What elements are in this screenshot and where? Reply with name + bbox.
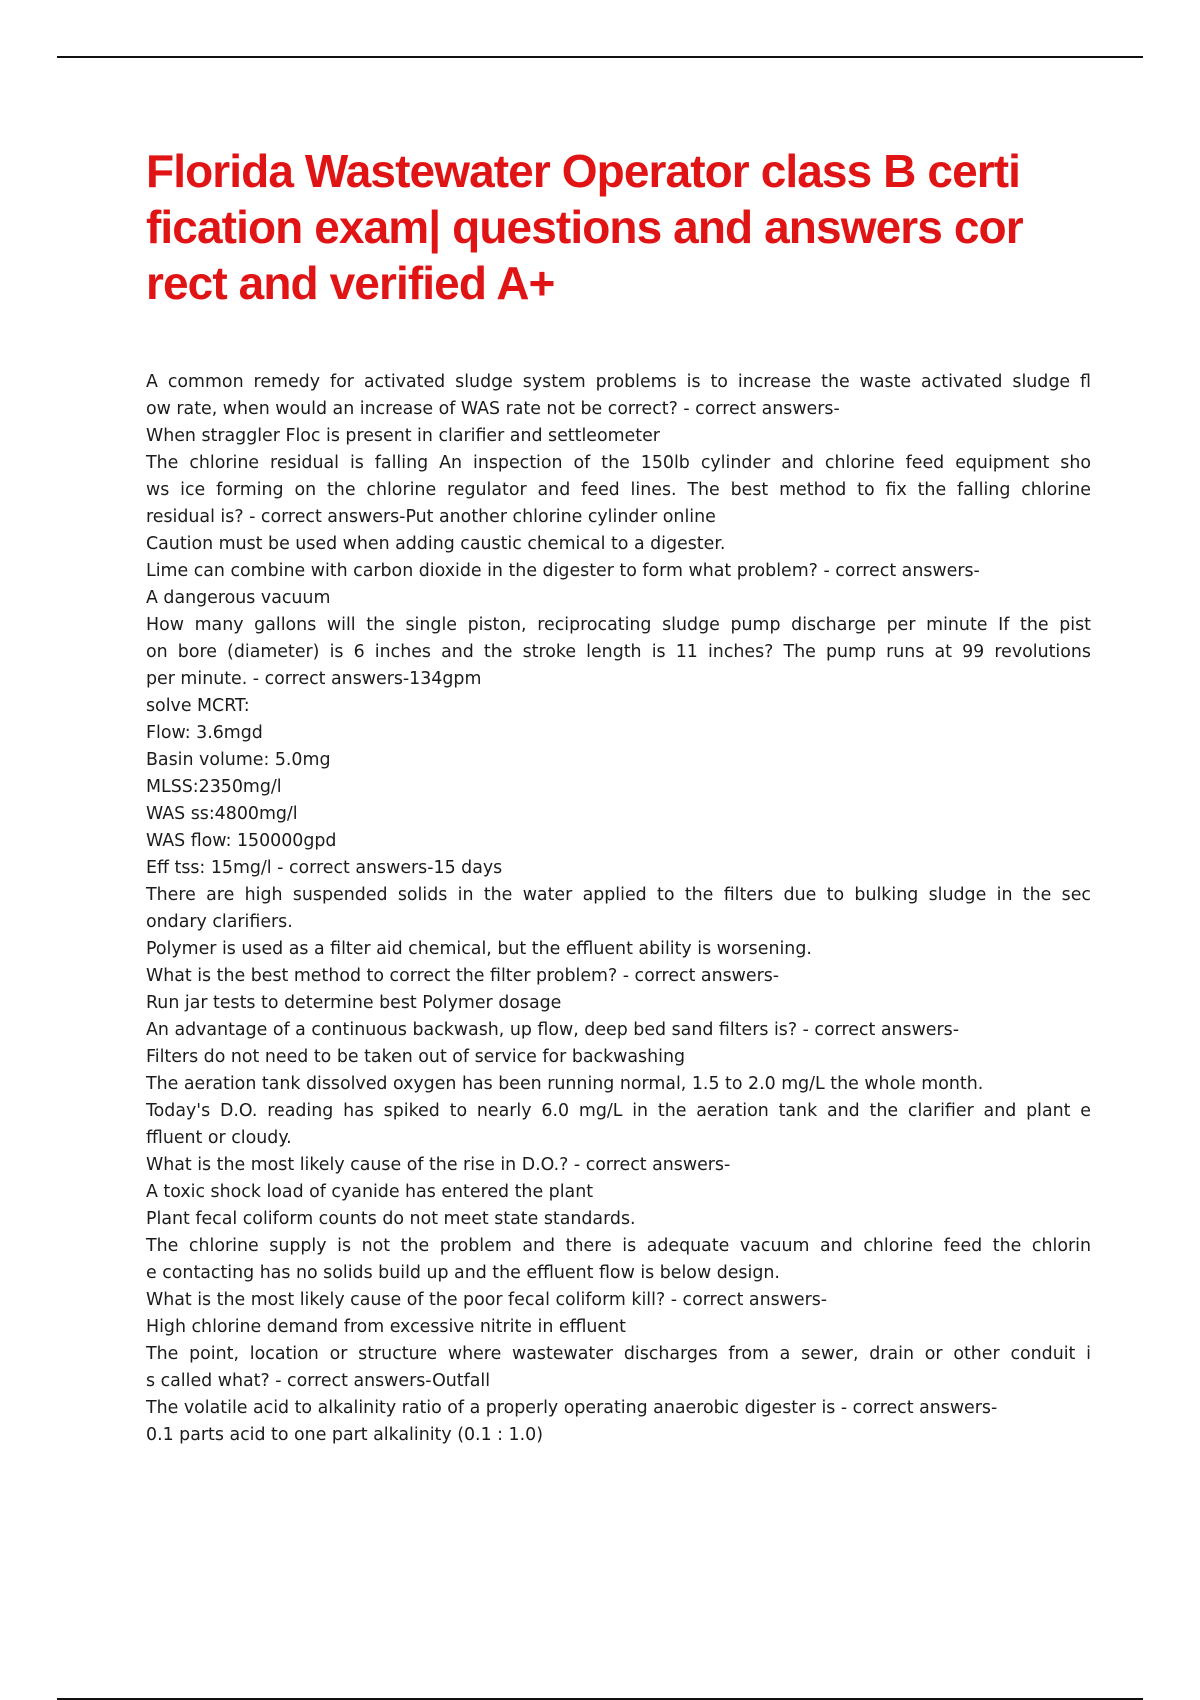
text-line: Polymer is used as a filter aid chemical, but the effluent ability is worsening.	[146, 939, 812, 959]
text-line: ws ice forming on the chlorine regulator and feed lines. The best method to fix the falling chlorine	[146, 480, 1091, 500]
text-line: The point, location or structure where wastewater discharges from a sewer, drain or other conduit i	[146, 1344, 1091, 1364]
text-line: High chlorine demand from excessive nitrite in effluent	[146, 1317, 626, 1337]
text-line: The chlorine residual is falling An inspection of the 150lb cylinder and chlorine feed equipment sho	[146, 453, 1091, 473]
text-line: 0.1 parts acid to one part alkalinity (0.1 : 1.0)	[146, 1425, 543, 1445]
text-line: per minute. - correct answers-134gpm	[146, 669, 482, 689]
text-line: How many gallons will the single piston, reciprocating sludge pump discharge per minute If the pist	[146, 615, 1091, 635]
text-line: The chlorine supply is not the problem and there is adequate vacuum and chlorine feed the chlorin	[146, 1236, 1091, 1256]
text-line: The aeration tank dissolved oxygen has been running normal, 1.5 to 2.0 mg/L the whole month.	[146, 1074, 984, 1094]
text-line: ow rate, when would an increase of WAS rate not be correct? - correct answers-	[146, 399, 840, 419]
text-line: What is the most likely cause of the rise in D.O.? - correct answers-	[146, 1155, 731, 1175]
text-line: When straggler Floc is present in clarifier and settleometer	[146, 426, 660, 446]
text-line: A common remedy for activated sludge system problems is to increase the waste activated sludge fl	[146, 372, 1091, 392]
text-line: WAS flow: 150000gpd	[146, 831, 337, 851]
text-line: Eff tss: 15mg/l - correct answers-15 days	[146, 858, 503, 878]
text-line: What is the most likely cause of the poor fecal coliform kill? - correct answers-	[146, 1290, 828, 1310]
text-line: ffluent or cloudy.	[146, 1128, 292, 1148]
text-line: Caution must be used when adding caustic chemical to a digester.	[146, 534, 726, 554]
text-line: ondary clarifiers.	[146, 912, 293, 932]
text-line: Today's D.O. reading has spiked to nearly 6.0 mg/L in the aeration tank and the clarifier and plant e	[146, 1101, 1091, 1121]
header-rule	[57, 56, 1143, 58]
text-line: Run jar tests to determine best Polymer dosage	[146, 993, 562, 1013]
text-line: There are high suspended solids in the water applied to the filters due to bulking sludge in the sec	[146, 885, 1091, 905]
text-line: Basin volume: 5.0mg	[146, 750, 331, 770]
text-line: Filters do not need to be taken out of service for backwashing	[146, 1047, 686, 1067]
title-line: Florida Wastewater Operator class B certi	[146, 145, 1021, 197]
text-line: A dangerous vacuum	[146, 588, 331, 608]
text-line: residual is? - correct answers-Put another chlorine cylinder online	[146, 507, 716, 527]
text-line: A toxic shock load of cyanide has entered the plant	[146, 1182, 594, 1202]
text-line: Flow: 3.6mgd	[146, 723, 263, 743]
document-title	[146, 143, 1091, 311]
text-line: solve MCRT:	[146, 696, 250, 716]
title-line: rect and verified A+	[146, 257, 555, 309]
text-line: What is the best method to correct the filter problem? - correct answers-	[146, 966, 780, 986]
text-line: An advantage of a continuous backwash, up flow, deep bed sand filters is? - correct answers-	[146, 1020, 959, 1040]
text-line: MLSS:2350mg/l	[146, 777, 282, 797]
text-line: Lime can combine with carbon dioxide in the digester to form what problem? - correct answers-	[146, 561, 980, 581]
text-line: on bore (diameter) is 6 inches and the stroke length is 11 inches? The pump runs at 99 revolutions	[146, 642, 1091, 662]
title-line: fication exam| questions and answers cor	[146, 201, 1023, 253]
text-line: The volatile acid to alkalinity ratio of a properly operating anaerobic digester is - correct answers-	[146, 1398, 998, 1418]
document-body	[146, 369, 1091, 1449]
text-line: WAS ss:4800mg/l	[146, 804, 298, 824]
text-line: Plant fecal coliform counts do not meet state standards.	[146, 1209, 636, 1229]
text-line: e contacting has no solids build up and the effluent flow is below design.	[146, 1263, 780, 1283]
text-line: s called what? - correct answers-Outfall	[146, 1371, 491, 1391]
